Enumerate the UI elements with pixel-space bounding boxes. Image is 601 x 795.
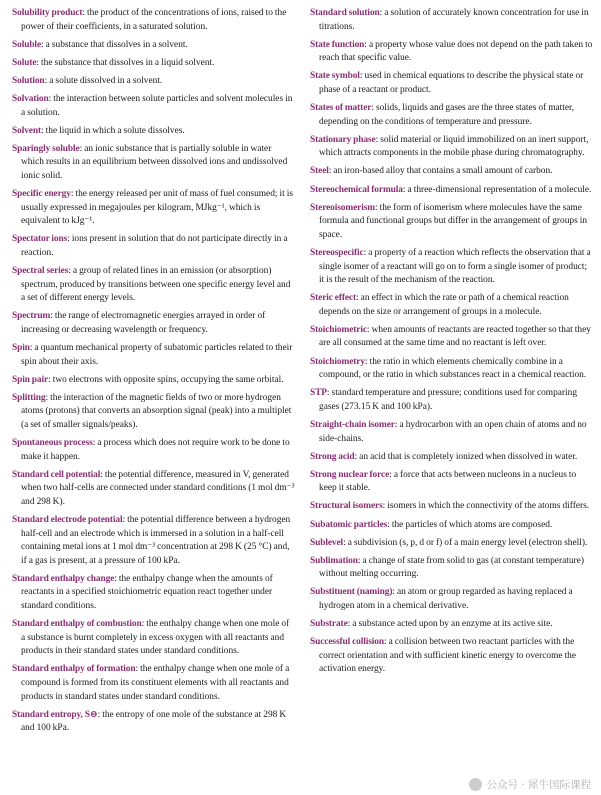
glossary-term: Stoichiometric [310, 324, 367, 335]
glossary-definition: : the potential difference, measured in V, generated when two half-cells are connected under standard conditions (1 mol dm⁻³ and 298 K). [21, 469, 295, 507]
watermark-text: 公众号 · 犀牛国际课程 [486, 778, 591, 791]
glossary-term: Standard enthalpy of formation [12, 664, 136, 675]
glossary-entry [310, 636, 593, 677]
glossary-term: Standard entropy, S⊖ [12, 709, 98, 720]
watermark [469, 776, 591, 792]
glossary-entry [12, 374, 295, 388]
glossary-entry [12, 93, 295, 120]
glossary-term: Spectrum [12, 311, 51, 322]
glossary-entry [12, 310, 295, 337]
glossary-definition: : solids, liquids and gases are the three states of matter, depending on the conditions of temperature and pressure. [319, 103, 575, 127]
glossary-definition: : an iron-based alloy that contains a small amount of carbon. [328, 166, 553, 177]
glossary-definition: : the particles of which atoms are composed. [387, 519, 553, 530]
glossary-definition: : the form of isomerism where molecules have the same formula and functional groups but differ in the arrangement of groups in space. [319, 202, 588, 240]
glossary-term: Stoichiometry [310, 356, 365, 367]
glossary-entry [310, 387, 593, 414]
glossary-column-right [310, 7, 593, 681]
glossary-term: Solvent [12, 125, 41, 136]
glossary-entry [12, 125, 295, 139]
glossary-term: Standard electrode potential [12, 515, 123, 525]
glossary-definition: : the potential difference between a hydrogen half-cell and an electrode which is immersed in a solution in a half-cell containing metal ions at 1 mol dm⁻³ concentration at 298 K (25 °C) and, if a gas is present, at a pressure of 100 kPa. [21, 515, 291, 566]
glossary-entry [12, 39, 295, 53]
glossary-entry [12, 265, 295, 306]
glossary-entry [12, 469, 295, 510]
glossary-definition: : an acid that is completely ionized when dissolved in water. [354, 451, 578, 462]
glossary-definition: : an effect in which the rate or path of a chemical reaction depends on the size or arrangement of groups in a molecule. [319, 293, 569, 317]
glossary-entry [310, 519, 593, 533]
glossary-entry [12, 392, 295, 433]
glossary-term: State symbol [310, 71, 360, 82]
glossary-entry [12, 573, 295, 614]
glossary-term: Spectator ions [12, 234, 68, 245]
glossary-entry [310, 537, 593, 551]
glossary-definition: : a solute dissolved in a solvent. [44, 75, 163, 86]
glossary-term: Spin [12, 342, 30, 353]
glossary-definition: : the liquid in which a solute dissolves. [41, 125, 185, 136]
glossary-entry [12, 233, 295, 260]
glossary-definition: : a three-dimensional representation of a molecule. [402, 184, 592, 195]
glossary-definition: : the entropy of one mole of the substance at 298 K and 100 kPa. [21, 709, 287, 734]
glossary-term: Subatomic particles [310, 519, 388, 530]
glossary-definition: : a group of related lines in an emission (or absorption) spectrum, produced by transitions between one specific energy level and a set of different energy levels. [21, 266, 291, 304]
glossary-entry [12, 188, 295, 229]
glossary-entry [310, 618, 593, 632]
glossary-definition: : a subdivision (s, p, d or f) of a main energy level (electron shell). [343, 537, 588, 548]
glossary-definition: : isomers in which the connectivity of the atoms differs. [382, 501, 590, 512]
glossary-term: Sublevel [310, 537, 344, 548]
glossary-term: Spectral series [12, 266, 69, 276]
glossary-definition: : when amounts of reactants are reacted together so that they are all consumed at the same time and no reactant is left over. [319, 324, 591, 349]
glossary-definition: : a force that acts between nucleons in a nucleus to keep it stable. [319, 469, 577, 494]
glossary-term: Standard cell potential [12, 469, 101, 480]
glossary-entry [310, 102, 593, 129]
glossary-entry [12, 57, 295, 71]
glossary-definition: : the interaction of the magnetic fields of two or more hydrogen atoms (protons) that converts an absorption signal (peak) into a multiplet (a set of smaller signals/peaks). [21, 392, 292, 430]
glossary-entry [310, 451, 593, 465]
glossary-entry [310, 419, 593, 446]
glossary-term: Spontaneous process [12, 438, 93, 449]
glossary-definition: : a process which does not require work to be done to make it happen. [21, 438, 290, 462]
glossary-term: Solubility product [12, 8, 83, 18]
glossary-term: Sparingly soluble [12, 143, 80, 154]
glossary-definition: : a hydrocarbon with an open chain of atoms and no side-chains. [319, 419, 587, 444]
glossary-definition: : standard temperature and pressure; conditions used for comparing gases (273.15 K and 100 kPa). [319, 388, 578, 412]
glossary-definition: : solid material or liquid immobilized on an inert support, which attracts components in the mobile phase during chromatography. [319, 134, 589, 159]
glossary-entry [310, 555, 593, 582]
glossary-definition: : the ratio in which elements chemically combine in a compound, or the ratio in which substances react in a chemical reaction. [319, 356, 587, 381]
glossary-term: State function [310, 39, 365, 50]
glossary-term: Solution [12, 75, 45, 86]
glossary-term: Solvation [12, 93, 49, 104]
glossary-definition: : a substance acted upon by an enzyme at its active site. [347, 619, 553, 630]
glossary-definition: : a property of a reaction which reflects the observation that a single isomer of a reactant will go on to form a single isomer of product; it is the result of the mechanism of the reaction. [319, 247, 591, 286]
glossary-term: Successful collision [310, 637, 385, 648]
glossary-term: Substrate [310, 619, 348, 630]
glossary-term: Standard solution [310, 8, 380, 18]
glossary-definition: : the product of the concentrations of ions, raised to the power of their coefficients, in a saturated solution. [21, 8, 287, 32]
glossary-entry [12, 437, 295, 464]
glossary-definition: : a collision between two reactant particles with the correct orientation and with sufficient kinetic energy to overcome the activation energy. [319, 637, 577, 675]
glossary-entry [310, 202, 593, 243]
glossary-term: Standard enthalpy of combustion [12, 619, 142, 630]
glossary-entry [310, 184, 593, 198]
glossary-definition: : a change of state from solid to gas (at constant temperature) without melting occurring. [319, 555, 584, 580]
glossary-entry [12, 143, 295, 184]
glossary-term: STP [310, 388, 327, 399]
glossary-entry [12, 514, 295, 568]
glossary-term: Stationary phase [310, 134, 376, 145]
glossary-term: Straight-chain isomer [310, 419, 395, 430]
glossary-entry [310, 134, 593, 161]
glossary-entry [12, 75, 295, 89]
glossary-entry [310, 7, 593, 34]
glossary-term: Stereoisomerism [310, 202, 375, 213]
glossary-term: Specific energy [12, 189, 71, 200]
glossary-definition: : the energy released per unit of mass of fuel consumed; it is usually expressed in megajoules per kilogram, MJkg⁻¹, which is equivalent to kJg⁻¹. [21, 189, 294, 227]
glossary-definition: : used in chemical equations to describe the physical state or phase of a reactant or product. [319, 71, 584, 95]
glossary-definition: : the interaction between solute particles and solvent molecules in a solution. [21, 93, 293, 118]
glossary-entry [12, 663, 295, 704]
glossary-definition: : a quantum mechanical property of subatomic particles related to their spin about their axis. [21, 342, 293, 367]
glossary-entry [310, 292, 593, 319]
glossary-term: Splitting [12, 392, 46, 403]
glossary-term: Spin pair [12, 374, 49, 385]
glossary-definition: : two electrons with opposite spins, occupying the same orbital. [48, 374, 284, 385]
glossary-term: Stereospecific [310, 247, 364, 258]
glossary-entry [310, 39, 593, 66]
glossary-term: Strong acid [310, 451, 355, 462]
glossary-term: Standard enthalpy change [12, 573, 115, 584]
glossary-definition: : ions present in solution that do not participate directly in a reaction. [21, 234, 288, 258]
glossary-term: Steel [310, 166, 329, 177]
wechat-logo-icon [469, 778, 482, 791]
glossary-term: Sublimation [310, 555, 358, 566]
glossary-definition: : the range of electromagnetic energies arrayed in order of increasing or decreasing wavelength or frequency. [21, 311, 266, 335]
glossary-term: Substituent (naming) [310, 587, 393, 598]
glossary-entry [310, 165, 593, 179]
glossary-term: Structural isomers [310, 501, 383, 512]
glossary-definition: : an atom or group regarded as having replaced a hydrogen atom in a chemical derivative. [319, 587, 573, 611]
glossary-entry [310, 469, 593, 496]
glossary-entry [310, 70, 593, 97]
glossary-term: Stereochemical formula [310, 184, 403, 195]
glossary-column-left [12, 7, 295, 740]
glossary-definition: : a substance that dissolves in a solvent. [41, 39, 188, 50]
glossary-term: Soluble [12, 39, 41, 50]
glossary-definition: : the enthalpy change when one mole of a compound is formed from its constituent elements with all reactants and products in standard states under standard conditions. [21, 664, 290, 702]
glossary-definition: : the enthalpy change when one mole of a substance is burnt completely in excess oxygen with all reactants and products in their standard states under standard conditions. [21, 619, 290, 657]
glossary-definition: : a property whose value does not depend on the path taken to reach that specific value. [319, 39, 593, 64]
glossary-term: Solute [12, 57, 37, 68]
glossary-term: Steric effect [310, 293, 357, 304]
glossary-entry [310, 247, 593, 288]
glossary-definition: : the enthalpy change when the amounts of reactants in a specified stoichiometric equation react together under standard conditions. [21, 573, 273, 612]
glossary-entry [310, 356, 593, 383]
glossary-definition: : the substance that dissolves in a liquid solvent. [36, 57, 215, 68]
glossary-entry [12, 618, 295, 659]
glossary-entry [12, 709, 295, 736]
glossary-definition: : a solution of accurately known concentration for use in titrations. [319, 8, 589, 32]
glossary-entry [12, 342, 295, 369]
glossary-entry [12, 7, 295, 34]
glossary-definition: : an ionic substance that is partially soluble in water which results in an equilibrium between dissolved ions and undissolved ionic solid. [21, 143, 288, 181]
glossary-term: Strong nuclear force [310, 469, 390, 480]
glossary-entry [310, 586, 593, 613]
glossary-entry [310, 500, 593, 514]
glossary-term: States of matter [310, 103, 372, 114]
glossary-entry [310, 324, 593, 351]
